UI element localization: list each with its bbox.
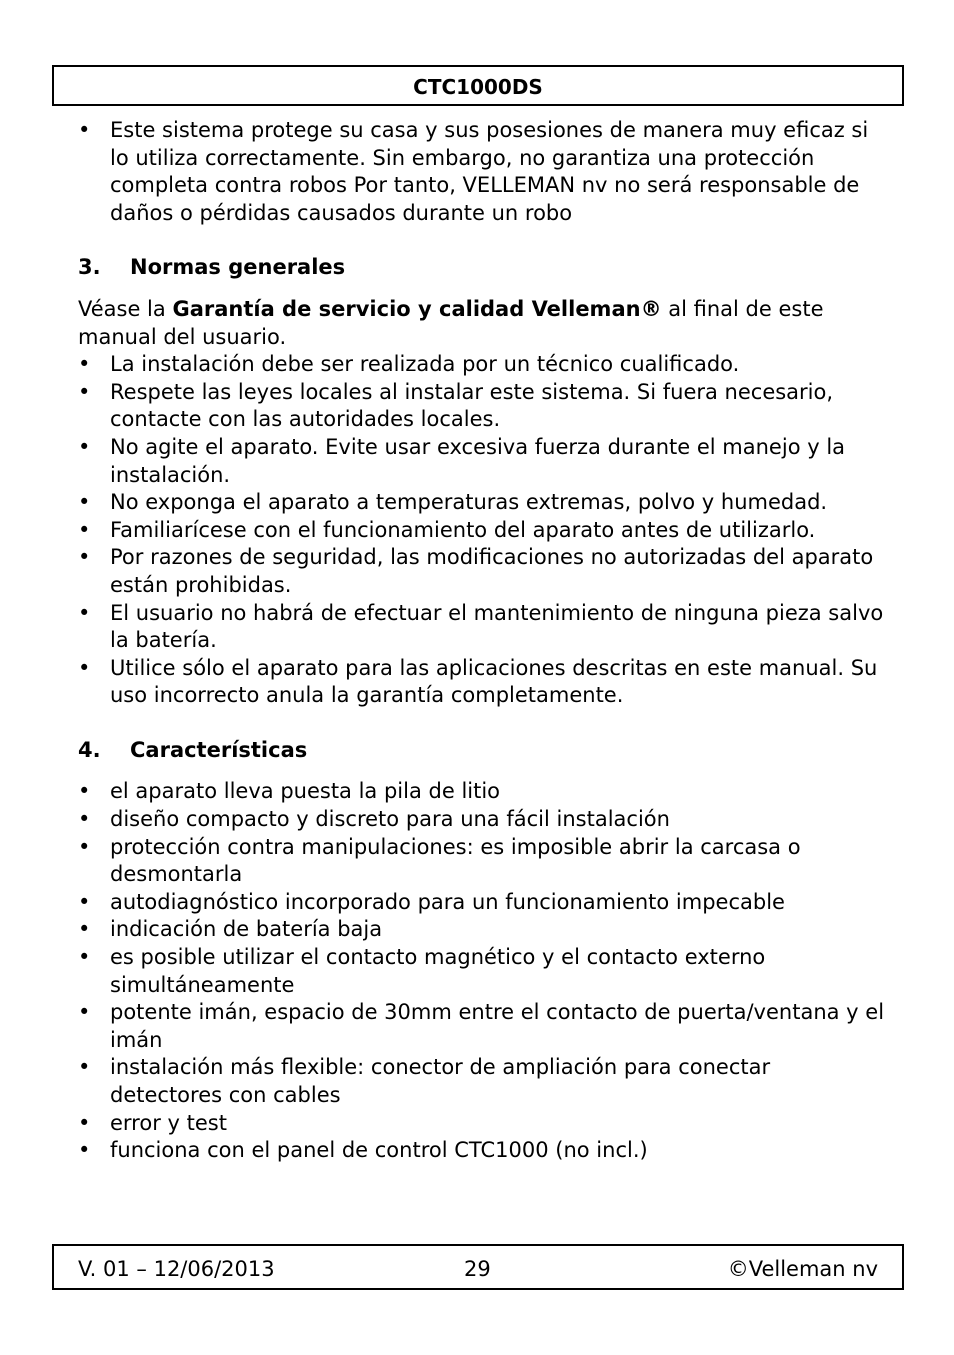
header-title: CTC1000DS — [413, 75, 543, 99]
list-item: • El usuario no habrá de efectuar el mantenimiento de ninguna pieza salvo la batería. — [78, 600, 884, 653]
bullet-icon: • — [78, 517, 91, 542]
warranty-reference: Garantía de servicio y calidad Velleman® — [172, 296, 662, 321]
footer-page-number: 29 — [464, 1257, 491, 1281]
bullet-icon: • — [78, 600, 91, 625]
list-item: • Este sistema protege su casa y sus posesiones de manera muy eficaz si lo utiliza correctamente. Sin embargo, no garantiza una protección completa contra robos Por tanto, VELLEMAN nv no será responsable de daños o pérdidas causados durante un robo — [78, 118, 869, 225]
list-item: • indicación de batería baja — [78, 916, 888, 944]
page-header — [52, 65, 904, 106]
list-item: • protección contra manipulaciones: es imposible abrir la carcasa o desmontarla — [78, 834, 801, 887]
list-item: • Respete las leyes locales al instalar este sistema. Si fuera necesario, contacte con las autoridades locales. — [78, 379, 834, 432]
list-item: • diseño compacto y discreto para una fácil instalación — [78, 806, 888, 834]
bullet-icon: • — [78, 379, 91, 404]
bullet-icon: • — [78, 945, 91, 970]
list-item: • No agite el aparato. Evite usar excesiva fuerza durante el manejo y la instalación. — [78, 434, 846, 487]
section-4-bullet-list — [78, 778, 888, 1164]
page-content — [78, 117, 888, 1165]
list-item: • funciona con el panel de control CTC1000 (no incl.) — [78, 1137, 888, 1165]
footer-copyright: ©Velleman nv — [727, 1257, 878, 1281]
list-item: • Utilice sólo el aparato para las aplicaciones descritas en este manual. Su uso incorrecto anula la garantía completamente. — [78, 655, 878, 708]
list-item: • Familiarícese con el funcionamiento del aparato antes de utilizarlo. — [78, 517, 888, 545]
bullet-icon: • — [78, 889, 91, 914]
list-item: • instalación más flexible: conector de ampliación para conectar detectores con cables — [78, 1055, 771, 1107]
footer-version: V. 01 – 12/06/2013 — [78, 1257, 275, 1281]
list-item: • es posible utilizar el contacto magnético y el contacto externo simultáneamente — [78, 945, 766, 997]
bullet-icon: • — [78, 1000, 91, 1025]
bullet-icon: • — [78, 434, 91, 459]
section-4-heading: 4. Características — [78, 737, 308, 762]
section-3-heading: 3. Normas generales — [78, 255, 346, 280]
section-3-bullet-list — [78, 351, 888, 710]
page-footer — [52, 1244, 904, 1290]
list-item: • el aparato lleva puesta la pila de litio — [78, 778, 888, 806]
bullet-icon: • — [78, 1138, 91, 1163]
bullet-icon: • — [78, 1055, 91, 1080]
bullet-icon: • — [78, 779, 91, 804]
list-item: • La instalación debe ser realizada por un técnico cualificado. — [78, 351, 888, 379]
bullet-icon: • — [78, 1110, 91, 1135]
bullet-icon: • — [78, 807, 91, 832]
bullet-icon: • — [78, 118, 91, 142]
intro-bullet-list — [78, 117, 888, 227]
list-item: • Por razones de seguridad, las modificaciones no autorizadas del aparato están prohibidas. — [78, 545, 874, 597]
section-3-intro: Véase la Garantía de servicio y calidad Velleman® al final de este manual del usuario. — [78, 296, 824, 349]
bullet-icon: • — [78, 545, 91, 570]
bullet-icon: • — [78, 834, 91, 859]
bullet-icon: • — [78, 490, 91, 515]
bullet-icon: • — [78, 655, 91, 680]
bullet-icon: • — [78, 352, 91, 377]
bullet-icon: • — [78, 917, 91, 942]
list-item: • No exponga el aparato a temperaturas extremas, polvo y humedad. — [78, 489, 888, 517]
list-item: • potente imán, espacio de 30mm entre el contacto de puerta/ventana y el imán — [78, 1000, 885, 1052]
list-item: • error y test — [78, 1110, 888, 1138]
list-item: • autodiagnóstico incorporado para un funcionamiento impecable — [78, 889, 888, 917]
